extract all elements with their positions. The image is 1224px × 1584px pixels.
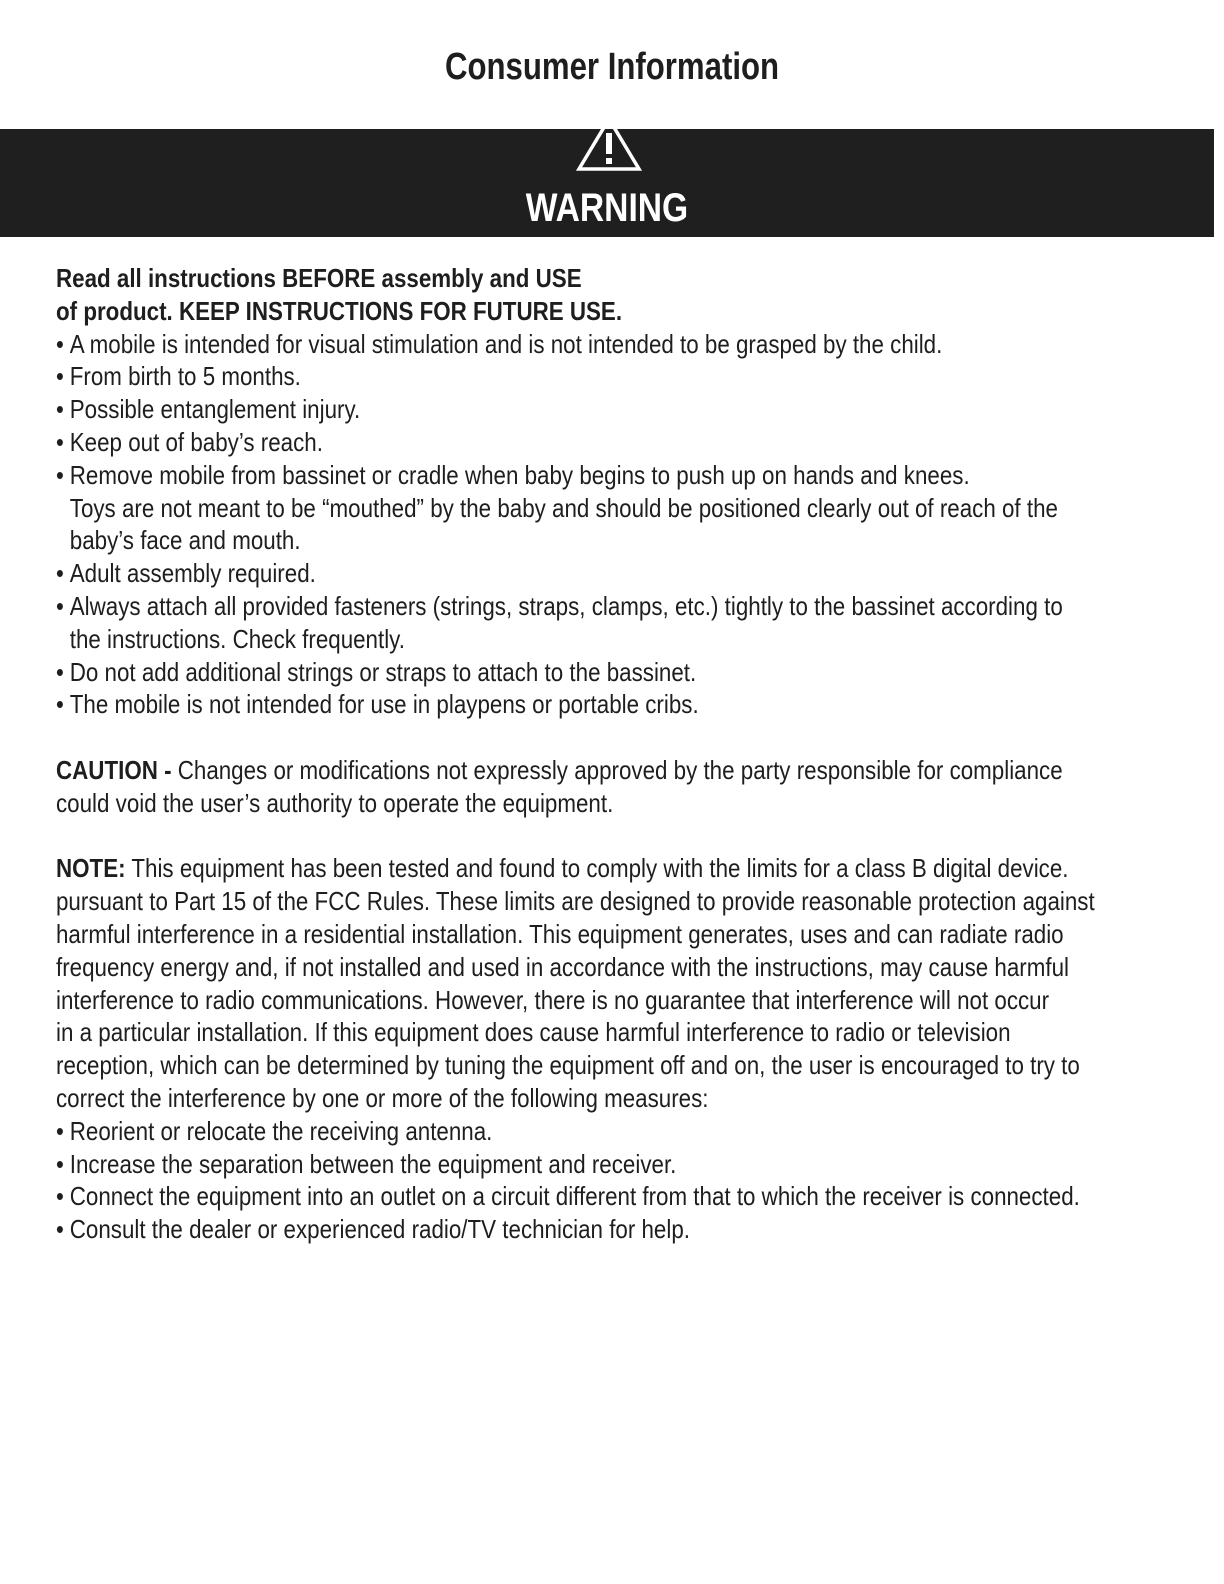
warning-item: • From birth to 5 months. bbox=[56, 360, 1122, 393]
warning-item: • Do not add additional strings or straps to attach to the bassinet. bbox=[56, 656, 1122, 689]
warning-item: • A mobile is intended for visual stimulation and is not intended to be grasped by the child. bbox=[56, 328, 1122, 361]
intro-line-1: Read all instructions BEFORE assembly and USE bbox=[56, 263, 582, 293]
warning-item: • The mobile is not intended for use in playpens or portable cribs. bbox=[56, 688, 1122, 721]
caution-line-2: could void the user’s authority to operate the equipment. bbox=[56, 787, 614, 818]
intro-line-2: of product. KEEP INSTRUCTIONS FOR FUTURE USE. bbox=[56, 295, 623, 326]
note-line-1 bbox=[56, 852, 1122, 885]
note-text: This equipment has been tested and found to comply with the limits for a class B digital device. bbox=[125, 853, 1069, 884]
toys-note-line-2: baby’s face and mouth. bbox=[69, 525, 301, 556]
measure-item: • Connect the equipment into an outlet on a circuit different from that to which the receiver is connected. bbox=[56, 1180, 1122, 1213]
note-line: interference to radio communications. However, there is no guarantee that interference will not occur bbox=[56, 984, 1050, 1015]
warning-item: • Adult assembly required. bbox=[56, 557, 1122, 590]
warning-triangle-icon bbox=[576, 116, 642, 172]
consumer-info-body bbox=[56, 262, 1122, 1246]
measure-item: • Increase the separation between the equipment and receiver. bbox=[56, 1148, 1122, 1181]
caution-line-1 bbox=[56, 754, 1122, 787]
warning-item: • Possible entanglement injury. bbox=[56, 393, 1122, 426]
caution-label: CAUTION - bbox=[56, 754, 178, 785]
caution-text: Changes or modifications not expressly approved by the party responsible for compliance bbox=[177, 754, 1063, 785]
fasteners-continuation: the instructions. Check frequently. bbox=[69, 623, 405, 654]
note-line: frequency energy and, if not installed and used in accordance with the instructions, may cause harmful bbox=[56, 951, 1069, 982]
warning-item: • Always attach all provided fasteners (strings, straps, clamps, etc.) tightly to the bassinet according to bbox=[56, 590, 1122, 623]
warning-item: • Remove mobile from bassinet or cradle when baby begins to push up on hands and knees. bbox=[56, 459, 1122, 492]
note-line: in a particular installation. If this equipment does cause harmful interference to radio or television bbox=[56, 1017, 1011, 1048]
page-title: Consumer Information bbox=[444, 46, 780, 88]
note-line: correct the interference by one or more of the following measures: bbox=[56, 1082, 709, 1113]
note-label: NOTE: bbox=[56, 853, 126, 884]
toys-note-line-1: Toys are not meant to be “mouthed” by the baby and should be positioned clearly out of reach of the bbox=[69, 492, 1058, 523]
note-line: reception, which can be determined by tuning the equipment off and on, the user is encouraged to try to bbox=[56, 1050, 1080, 1081]
measure-item: • Reorient or relocate the receiving antenna. bbox=[56, 1115, 1122, 1148]
warning-label: WARNING bbox=[525, 186, 689, 230]
note-line: harmful interference in a residential installation. This equipment generates, uses and can radiate radio bbox=[56, 918, 1064, 949]
measure-item: • Consult the dealer or experienced radio/TV technician for help. bbox=[56, 1213, 1122, 1246]
warning-item: • Keep out of baby’s reach. bbox=[56, 426, 1122, 459]
note-line: pursuant to Part 15 of the FCC Rules. These limits are designed to provide reasonable protection against bbox=[56, 886, 1095, 917]
